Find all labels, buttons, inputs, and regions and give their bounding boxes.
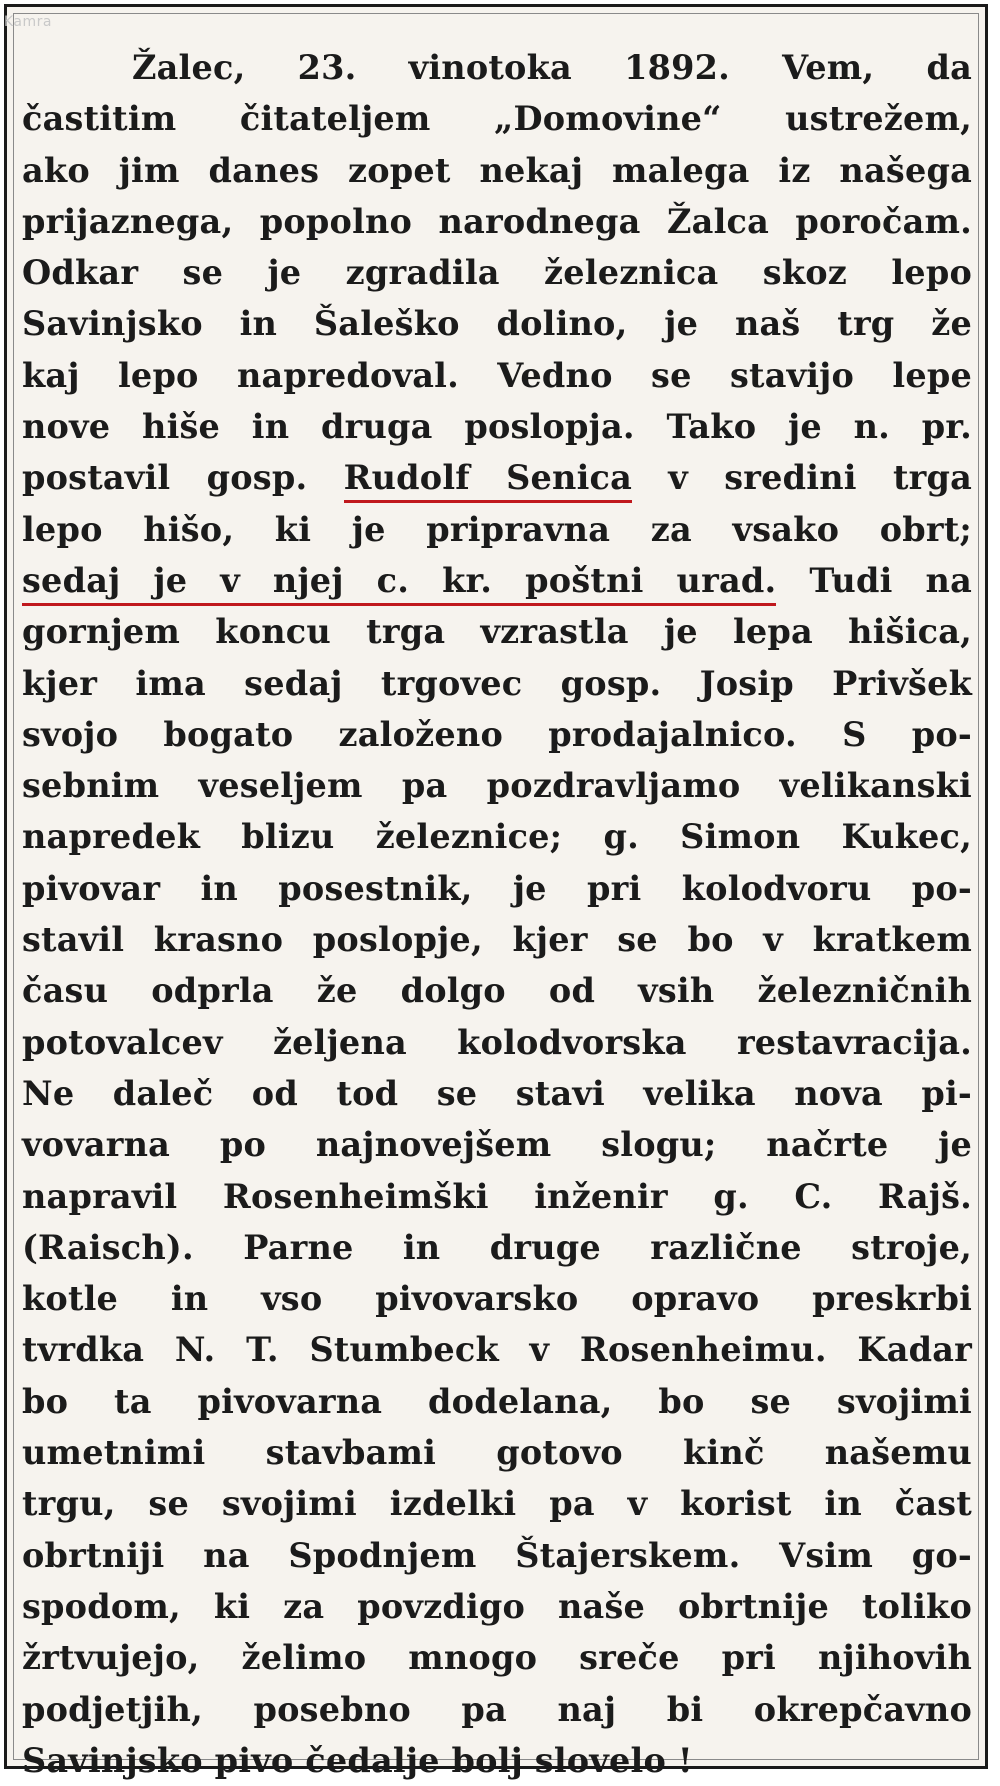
article-line-11 (22, 555, 972, 606)
underlined-post-office-phrase: sedaj je v njej c. kr. poštni urad. (22, 560, 777, 600)
article-line-14: svojo bogato založeno prodajalnico. S po- (22, 714, 972, 754)
article-line-6: Savinjsko in Šaleško dolino, je naš trg že (22, 304, 972, 344)
article-line-1: Žalec, 23. vinotoka 1892. Vem, da (132, 48, 972, 87)
article-line-10: lepo hišo, ki je pripravna za vsako obrt; (22, 509, 972, 549)
article-line-34: Savinjsko pivo čedalje bolj slovelo ! (22, 1740, 693, 1780)
article-line-27: bo ta pivovarna dodelana, bo se svojimi (22, 1381, 972, 1421)
line-9-after: v sredini trga (632, 458, 973, 498)
article-line-23: napravil Rosenheimški inženir g. C. Rajš. (22, 1176, 972, 1216)
article-line-28: umetnimi stavbami gotovo kinč našemu (22, 1433, 972, 1473)
article-line-21: Ne daleč od tod se stavi velika nova pi- (22, 1073, 972, 1113)
article-line-18: stavil krasno poslopje, kjer se bo v kratkem (22, 920, 972, 960)
article-line-13: kjer ima sedaj trgovec gosp. Josip Privšek (22, 663, 972, 703)
article-line-8: nove hiše in druga poslopja. Tako je n. pr. (22, 407, 972, 447)
article-line-30: obrtniji na Spodnjem Štajerskem. Vsim go- (22, 1535, 972, 1575)
line-11-after: Tudi na (776, 560, 972, 600)
article-line-4: prijaznega, popolno narodnega Žalca poročam. (22, 201, 972, 241)
article-line-20: potovalcev željena kolodvorska restavracija. (22, 1022, 972, 1062)
article-line-33: podjetjih, posebno pa naj bi okrepčavno (22, 1689, 972, 1729)
article-line-24: (Raisch). Parne in druge različne stroje, (22, 1227, 972, 1267)
watermark: Kamra (4, 14, 52, 30)
article-line-2: častitim čitateljem „Domovine“ ustrežem, (22, 99, 972, 139)
article-line-9 (22, 452, 972, 503)
article-line-5: Odkar se je zgradila železnica skoz lepo (22, 253, 972, 293)
article-line-26: tvrdka N. T. Stumbeck v Rosenheimu. Kadar (22, 1330, 972, 1370)
article-line-16: napredek blizu železnice; g. Simon Kukec, (22, 817, 972, 857)
line-9-before: postavil gosp. (22, 458, 344, 498)
article-line-15: sebnim veseljem pa pozdravljamo velikanski (22, 766, 972, 806)
article-line-17: pivovar in posestnik, je pri kolodvoru po- (22, 868, 972, 908)
article-line-12: gornjem koncu trga vzrastla je lepa hišica, (22, 612, 972, 652)
article-line-32: žrtvujejo, želimo mnogo sreče pri njihovih (22, 1638, 972, 1678)
article-line-31: spodom, ki za povzdigo naše obrtnije toliko (22, 1586, 972, 1626)
article-line-7: kaj lepo napredoval. Vedno se stavijo lepe (22, 355, 972, 395)
article-line-22: vovarna po najnovejšem slogu; načrte je (22, 1125, 972, 1165)
article-line-25: kotle in vso pivovarsko opravo preskrbi (22, 1279, 972, 1319)
newspaper-article (22, 42, 972, 1786)
article-line-19: času odprla že dolgo od vsih železničnih (22, 971, 972, 1011)
article-line-29: trgu, se svojimi izdelki pa v korist in čast (22, 1484, 972, 1524)
underlined-name-rudolf-senica: Rudolf Senica (343, 458, 633, 498)
article-line-3: ako jim danes zopet nekaj malega iz našega (22, 150, 972, 190)
